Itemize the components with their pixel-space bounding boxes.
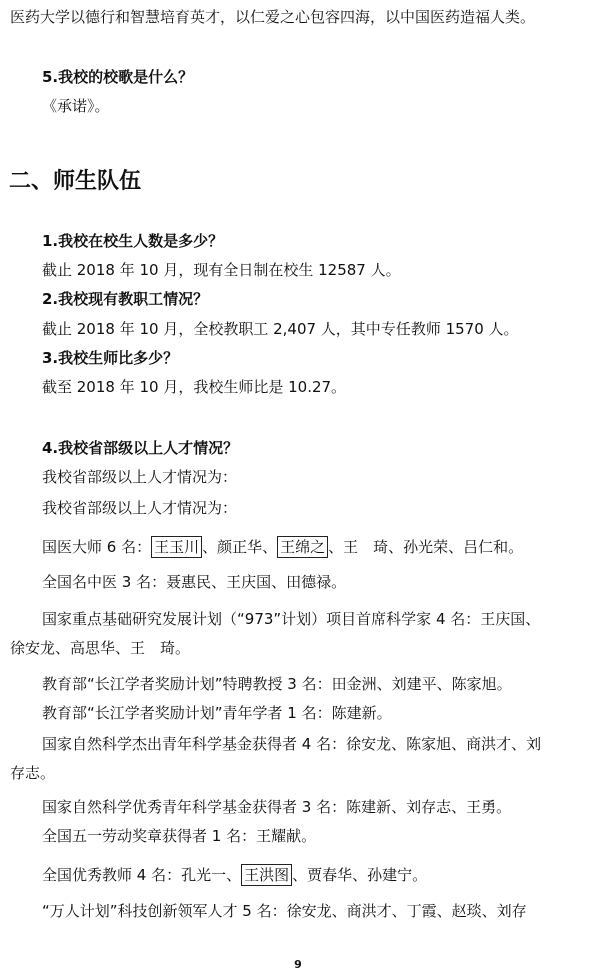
talent-nsf-distinguished-line2: 存志。 xyxy=(10,764,56,782)
talent-famous-tcm: 全国名中医 3 名：聂惠民、王庆国、田德禄。 xyxy=(42,573,347,591)
masters-rest: 、王 琦、孙光荣、吕仁和。 xyxy=(328,538,524,556)
masters-separator: 、颜正华、 xyxy=(202,538,278,556)
section-title: 二、师生队伍 xyxy=(9,169,142,194)
talent-973-line2: 徐安龙、高思华、王 琦。 xyxy=(10,639,191,657)
intro-paragraph: 医药大学以德行和智慧培育英才，以仁爱之心包容四海，以中国医药造福人类。 xyxy=(10,8,536,26)
answer-2: 截止 2018 年 10 月，全校教职工 2,407 人，其中专任教师 1570 人。 xyxy=(42,320,519,338)
question-4: 4.我校省部级以上人才情况？ xyxy=(42,439,239,457)
question-5: 5.我校的校歌是什么？ xyxy=(42,68,194,86)
answer-5: 《承诺》。 xyxy=(42,97,110,115)
talent-973-line1: 国家重点基础研究发展计划（“973”计划）项目首席科学家 4 名：王庆国、 xyxy=(42,610,541,628)
talent-masters xyxy=(42,536,588,558)
boxed-name: 王绵之 xyxy=(277,536,328,558)
talent-nsf-excellent: 国家自然科学优秀青年科学基金获得者 3 名：陈建新、刘存志、王勇。 xyxy=(42,798,512,816)
talent-excellent-teacher xyxy=(42,864,588,886)
page-number: 9 xyxy=(294,958,302,971)
answer-4-intro: 我校省部级以上人才情况为： xyxy=(42,468,238,486)
talent-wanren-plan: “万人计划”科技创新领军人才 5 名：徐安龙、商洪才、丁霞、赵琰、刘存 xyxy=(42,902,527,920)
answer-4-intro-repeat: 我校省部级以上人才情况为： xyxy=(42,499,238,517)
boxed-name: 王玉川 xyxy=(151,536,202,558)
answer-3: 截至 2018 年 10 月，我校生师比是 10.27。 xyxy=(42,378,347,396)
boxed-name: 王洪图 xyxy=(241,864,292,886)
answer-1: 截止 2018 年 10 月，现有全日制在校生 12587 人。 xyxy=(42,261,401,279)
talent-changjiang-professor: 教育部“长江学者奖励计划”特聘教授 3 名：田金洲、刘建平、陈家旭。 xyxy=(42,675,512,693)
question-3: 3.我校生师比多少？ xyxy=(42,349,179,367)
teacher-rest: 、贾春华、孙建宁。 xyxy=(292,866,428,884)
talent-may-day-medal: 全国五一劳动奖章获得者 1 名：王耀献。 xyxy=(42,827,317,845)
teacher-prefix: 全国优秀教师 4 名：孔光一、 xyxy=(42,866,242,884)
question-1: 1.我校在校生人数是多少？ xyxy=(42,232,224,250)
talent-nsf-distinguished-line1: 国家自然科学杰出青年科学基金获得者 4 名：徐安龙、陈家旭、商洪才、刘 xyxy=(42,735,542,753)
masters-prefix: 国医大师 6 名： xyxy=(42,538,152,556)
question-2: 2.我校现有教职工情况？ xyxy=(42,290,209,308)
talent-changjiang-young: 教育部“长江学者奖励计划”青年学者 1 名：陈建新。 xyxy=(42,704,392,722)
